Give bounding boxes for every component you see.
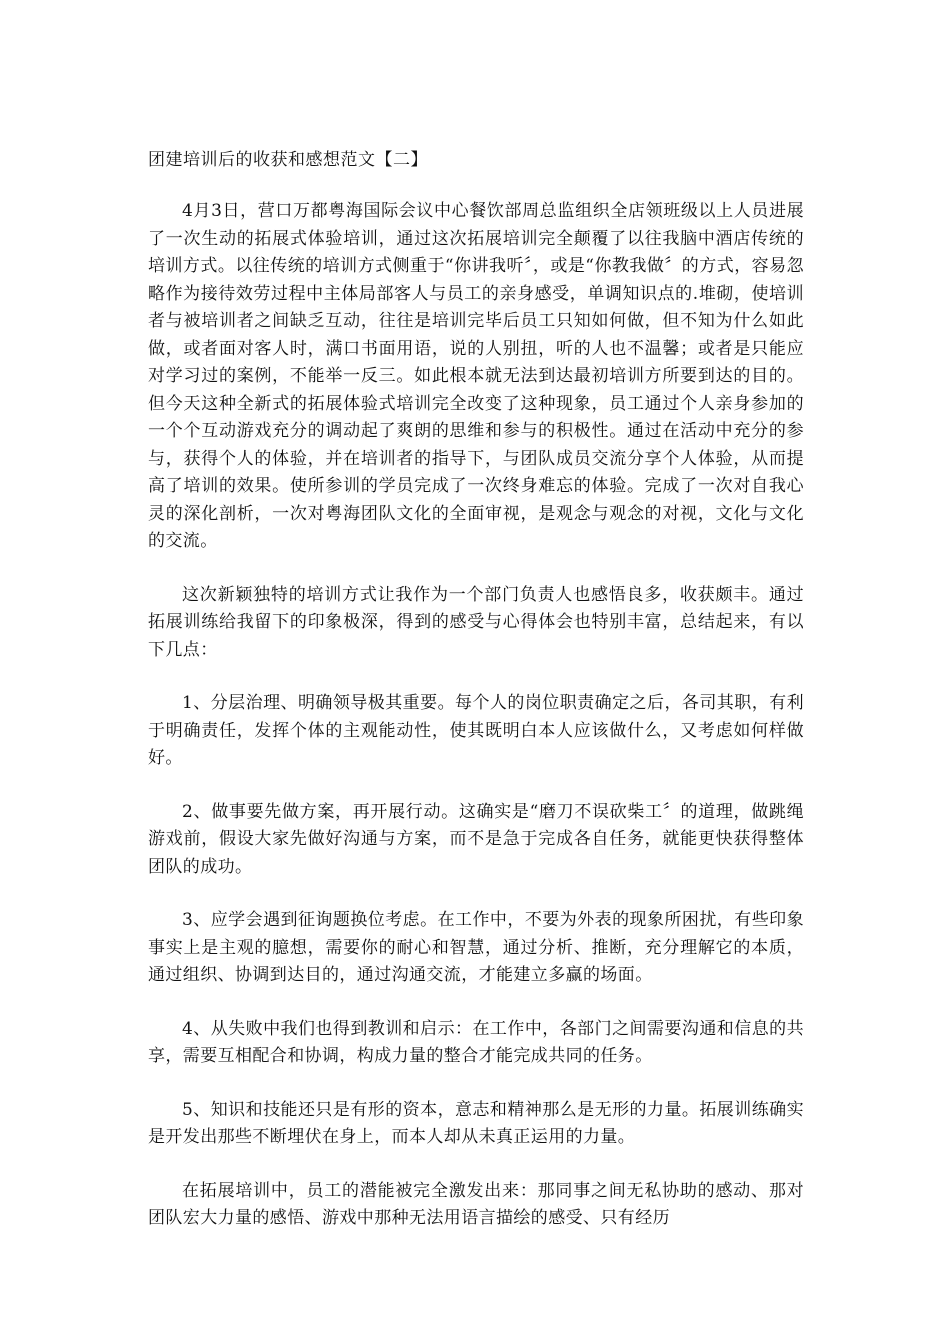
paragraph-summary: 这次新颖独特的培训方式让我作为一个部门负责人也感悟良多，收获颇丰。通过拓展训练给我留下的印象极深，得到的感受与心得体会也特别丰富，总结起来，有以下几点： — [148, 584, 804, 660]
paragraph-closing: 在拓展培训中，员工的潜能被完全激发出来：那同事之间无私协助的感动、那对团队宏大力量的感悟、游戏中那种无法用语言描绘的感受、只有经历 — [148, 1180, 804, 1228]
document-title: 团建培训后的收获和感想范文【二】 — [148, 150, 428, 170]
paragraph-intro: 4月3日，营口万都粤海国际会议中心餐饮部周总监组织全店领班级以上人员进展了一次生动的拓展式体验培训，通过这次拓展培训完全颠覆了以往我脑中酒店传统的培训方式。以往传统的培训方式侧重于“你讲我听〞，或是“你教我做〞的方式，容易忽略作为接待效劳过程中主体局部客人与员工的亲身感受，单调知识点的.堆砌，使培训者与被培训者之间缺乏互动，往往是培训完毕后员工只知如何做，但不知为什么如此做，或者面对客人时，满口书面用语，说的人别扭，听的人也不温馨；或者是只能应对学习过的案例，不能举一反三。如此根本就无法到达最初培训方所要到达的目的。但今天这种全新式的拓展体验式培训完全改变了这种现象，员工通过个人亲身参加的一个个互动游戏充分的调动起了爽朗的思维和参与的积极性。通过在活动中充分的参与，获得个人的体验，并在培训者的指导下，与团队成员交流分享个人体验，从而提高了培训的效果。使所参训的学员完成了一次终身难忘的体验。完成了一次对自我心灵的深化剖析，一次对粤海团队文化的全面审视，是观念与观念的对视，文化与文化的交流。 — [148, 201, 804, 551]
paragraph-point-3: 3、应学会遇到征询题换位考虑。在工作中，不要为外表的现象所困扰，有些印象事实上是主观的臆想，需要你的耐心和智慧，通过分析、推断，充分理解它的本质，通过组织、协调到达目的，通过沟通交流，才能建立多赢的场面。 — [148, 910, 804, 985]
paragraph-point-5: 5、知识和技能还只是有形的资本，意志和精神那么是无形的力量。拓展训练确实是开发出那些不断埋伏在身上，而本人却从未真正运用的力量。 — [148, 1099, 804, 1147]
paragraph-point-1: 1、分层治理、明确领导极其重要。每个人的岗位职责确定之后，各司其职，有利于明确责任，发挥个体的主观能动性，使其既明白本人应该做什么，又考虑如何样做好。 — [148, 693, 804, 768]
document-page — [148, 146, 804, 1259]
paragraph-point-4: 4、从失败中我们也得到教训和启示：在工作中，各部门之间需要沟通和信息的共享，需要互相配合和协调，构成力量的整合才能完成共同的任务。 — [148, 1018, 804, 1066]
paragraph-point-2: 2、做事要先做方案，再开展行动。这确实是“磨刀不误砍柴工〞的道理，做跳绳游戏前，假设大家先做好沟通与方案，而不是急于完成各自任务，就能更快获得整体团队的成功。 — [148, 801, 804, 877]
